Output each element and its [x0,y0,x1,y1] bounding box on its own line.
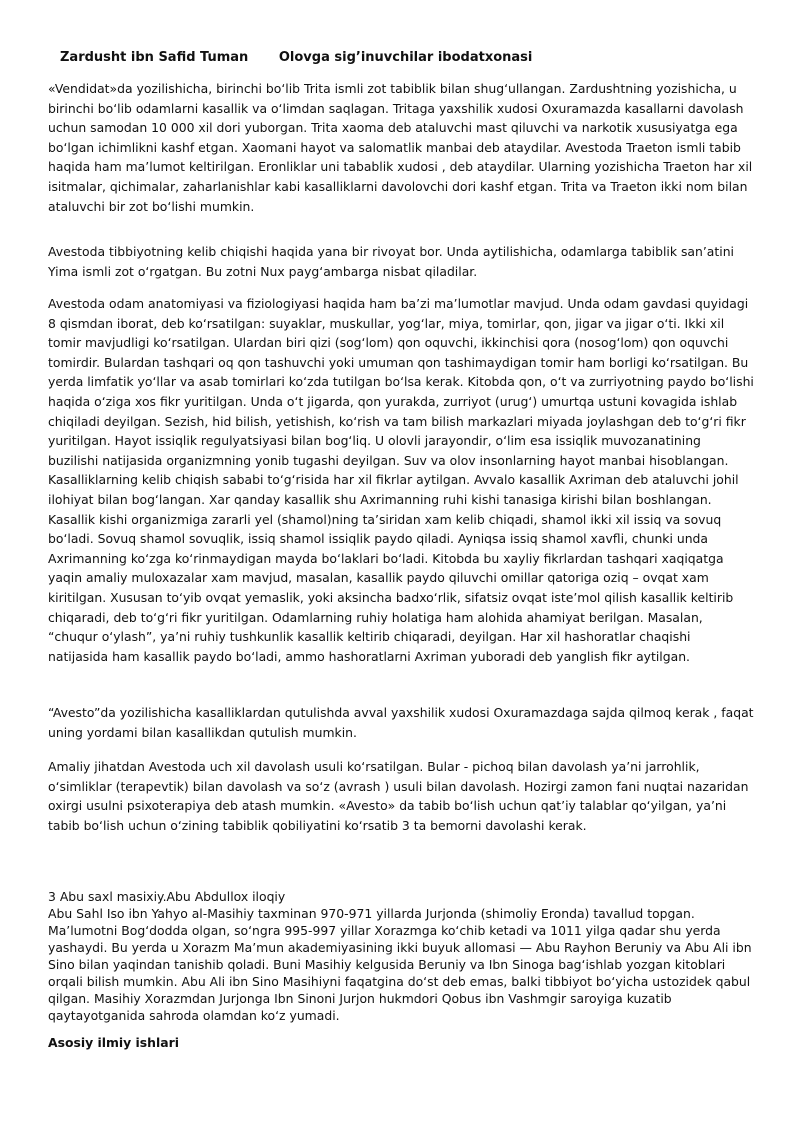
paragraph-oxuramazda: “Avesto”da yozilishicha kasalliklardan qutulishda avval yaxshilik xudosi Oxuramazdaga sajda qilmoq kerak , faqat uning yordami bilan kasallikdan qutulish mumkin. [48,705,754,740]
section-heading: 3 Abu saxl masixiy.Abu Abdullox iloqiy [48,889,286,904]
author-title: Zardusht ibn Safid Tuman [60,50,249,65]
paragraph-yima: Avestoda tibbiyotning kelib chiqishi haqida yana bir rivoyat bor. Unda aytilishicha, odamlarga tabiblik san’atini Yima ismli zot o‘rgatgan. Bu zotni Nux payg‘ambarga nisbat qiladilar. [48,244,734,279]
paragraph-vendidat: «Vendidat»da yozilishicha, birinchi bo‘lib Trita ismli zot tabiblik bilan shug‘ullangan. Zardushtning yozishicha, u birinchi bo‘lib odamlarni kasallik va o‘limdan saqlagan. Tritaga yaxshilik xudosi Oxuramazda kasallarni davolash uchun samodan 10 000 xil dori yuborgan. Trita xaoma deb ataluvchi mast qiluvchi va narkotik xususiyatga ega bo‘lgan ichimlikni kashf etgan. Xaomani hayot va salomatlik manbai deb ataydilar. Avestoda Traeton ismli tabib haqida ham ma’lumot keltirilgan. Eronliklar uni tabablik xudosi , deb ataydilar. Ularning yozishicha Traeton har xil isitmalar, qichimalar, zaharlanishlar kabi kasalliklarni davolovchi dori kashf etgan. Trita va Traeton ikki nom bilan ataluvchi bir zot bo‘lishi mumkin. [48,81,753,214]
paragraph-masihiy: Abu Sahl Iso ibn Yahyo al-Masihiy taxminan 970-971 yillarda Jurjonda (shimoliy Eronda) tavallud topgan. Ma’lumotni Bog‘dodda olgan, so‘ngra 995-997 yillar Xorazmga ko‘chib ketadi va 1011 yilga qadar shu yerda yashaydi. Bu yerda u Xorazm Ma’mun akademiyasining ikki buyuk allomasi — Abu Rayhon Beruniy va Abu Ali ibn Sino bilan yaqindan tanishib qoladi. Buni Masihiy kelgusida Beruniy va Ibn Sinoga bag‘ishlab yozgan kitoblari orqali bilish mumkin. Abu Ali ibn Sino Masihiyni faqatgina do‘st deb emas, balki tibbiyot bo‘yicha ustozidek qabul qilgan. Masihiy Xorazmdan Jurjonga Ibn Sinoni Jurjon hukmdori Qobus ibn Vashmgir saroyiga kuzatib qaytayotganida sahroda olamdan ko‘z yumadi. [48,906,752,1023]
topic-title: Olovga sig’inuvchilar ibodatxonasi [278,50,533,65]
paragraph-treatment: Amaliy jihatdan Avestoda uch xil davolash usuli ko‘rsatilgan. Bular - pichoq bilan davolash ya’ni jarrohlik, o‘simliklar (terapevtik) bilan davolash va so‘z (avrash ) usuli bilan davolash. Hozirgi zamon fani nuqtai nazaridan oxirgi usulni psixoterapiya deb atash mumkin. «Avesto» da tabib bo‘lish uchun qat’iy talablar qo‘yilgan, ya’ni tabib bo‘lish uchun o‘zining tabiblik qobiliyatini ko‘rsatib 3 ta bemorni davolashi kerak. [48,759,749,833]
document-header [60,50,532,65]
section-subheading: Asosiy ilmiy ishlari [48,1035,179,1050]
paragraph-anatomy: Avestoda odam anatomiyasi va fiziologiyasi haqida ham ba’zi ma’lumotlar mavjud. Unda odam gavdasi quyidagi 8 qismdan iborat, deb ko‘rsatilgan: suyaklar, muskullar, yog‘lar, miya, tomirlar, qon, jigar va jigar o‘ti. Ikki xil tomir mavjudligi ko‘rsatilgan. Ulardan biri qizi (sog‘lom) qon oquvchi, ikkinchisi qora (nosog‘lom) qon oquvchi tomirdir. Bulardan tashqari oq qon tashuvchi yoki umuman qon tashimaydigan tomir ham borligi ko‘rsatilgan. Bu yerda limfatik yo‘llar va asab tomirlari ko‘zda tutilgan bo‘lsa kerak. Kitobda qon, o‘t va zurriyotning paydo bo‘lishi haqida o‘ziga xos fikr yuritilgan. Unda o‘t jigarda, qon yurakda, zurriyot (urug‘) umurtqa ustuni kovagida ishlab chiqiladi deyilgan. Sezish, hid bilish, yetishish, ko‘rish va tam bilish markazlari miyada joylashgan deb to‘g‘ri fikr yuritilgan. Hayot issiqlik regulyatsiyasi bilan bog‘liq. U olovli jarayondir, o‘lim esa issiqlik muvozanatining buzilishi natijasida organizmning yonib tugashi deyilgan. Suv va olov insonlarning hayot manbai hisoblangan. Kasalliklarning kelib chiqish sababi to‘g‘risida har xil fikrlar aytilgan. Avvalo kasallik Axriman deb ataluvchi johil ilohiyat bilan bog‘langan. Xar qanday kasallik shu Axrimanning ruhi kishi tanasiga kirishi bilan boshlangan. Kasallik kishi organizmiga zararli yel (shamol)ning ta’siridan xam kelib chiqadi, shamol ikki xil issiq va sovuq bo‘ladi. Sovuq shamol sovuqlik, issiq shamol issiqlik paydo qiladi. Ayniqsa issiq shamol xavfli, chunki unda Axrimanning ko‘zga ko‘rinmaydigan mayda bo‘laklari bo‘ladi. Kitobda bu xayliy fikrlardan tashqari xaqiqatga yaqin amaliy muloxazalar xam mavjud, masalan, kasallik paydo qiluvchi omillar qatoriga oziq – ovqat xam kiritilgan. Xususan to‘yib ovqat yemaslik, yoki aksincha badxo‘rlik, sifatsiz ovqat iste’mol qilish kasallik keltirib chiqaradi, deb to‘g‘ri fikr yuritilgan. Odamlarning ruhiy holatiga ham alohida ahamiyat berilgan. Masalan, “chuqur o‘ylash”, ya’ni ruhiy tushkunlik kasallik keltirib chiqaradi, deyilgan. Har xil hashoratlar chaqishi natijasida ham kasallik paydo bo‘ladi, ammo hashoratlarni Axriman yuboradi deb yanglish fikr aytilgan. [48,296,754,664]
